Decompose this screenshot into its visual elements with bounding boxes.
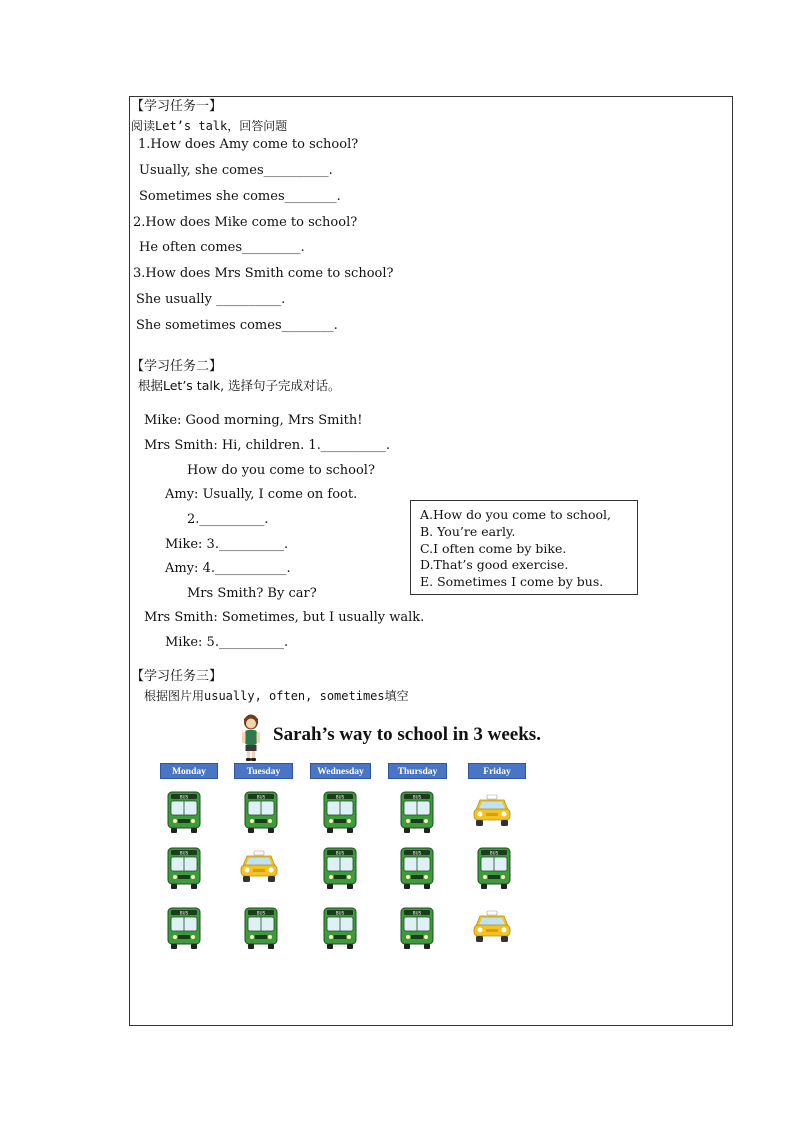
dialogue-line-2: Mrs Smith: Hi, children. 1.__________.: [144, 438, 390, 453]
option-e: E. Sometimes I come by bus.: [420, 574, 604, 590]
svg-text:BUS: BUS: [412, 794, 422, 800]
dialogue-line-7: Amy: 4.___________.: [165, 561, 291, 576]
svg-text:BUS: BUS: [335, 794, 345, 800]
bus-icon: [399, 906, 435, 954]
task3-heading: 【学习任务三】: [131, 669, 223, 684]
taxi-icon: [472, 910, 512, 948]
bus-icon: [166, 790, 202, 838]
option-d: D.That’s good exercise.: [420, 557, 569, 573]
svg-text:BUS: BUS: [179, 910, 189, 916]
dialogue-line-3: How do you come to school?: [187, 463, 375, 478]
option-a: A.How do you come to school,: [420, 507, 611, 522]
svg-text:BUS: BUS: [335, 850, 345, 856]
task1-answer-3b: She sometimes comes________.: [136, 318, 338, 333]
bus-icon: [322, 906, 358, 954]
bus-icon: [399, 846, 435, 894]
girl-icon: [238, 714, 264, 762]
bus-icon: [243, 790, 279, 838]
task1-answer-2: He often comes_________.: [139, 240, 305, 255]
bus-icon: [243, 906, 279, 954]
task3-instruction: 根据图片用usually, often, sometimes填空: [144, 689, 409, 703]
svg-text:BUS: BUS: [179, 794, 189, 800]
task1-question-3: 3.How does Mrs Smith come to school?: [133, 266, 394, 281]
svg-text:BUS: BUS: [489, 850, 499, 856]
bus-icon: [322, 790, 358, 838]
day-header-wednesday: Wednesday: [310, 763, 371, 779]
svg-text:BUS: BUS: [412, 850, 422, 856]
task3-title: Sarah’s way to school in 3 weeks.: [273, 724, 541, 745]
bus-icon: [166, 906, 202, 954]
dialogue-line-10: Mike: 5.__________.: [165, 635, 289, 650]
task1-question-1: 1.How does Amy come to school?: [138, 137, 359, 152]
task1-instruction: 阅读Let’s talk，回答问题: [131, 119, 288, 133]
day-header-monday: Monday: [160, 763, 218, 779]
bus-icon: [166, 846, 202, 894]
dialogue-line-6: Mike: 3.__________.: [165, 537, 289, 552]
task1-question-2: 2.How does Mike come to school?: [133, 215, 358, 230]
day-header-tuesday: Tuesday: [234, 763, 293, 779]
day-header-friday: Friday: [468, 763, 526, 779]
option-c: C.I often come by bike.: [420, 540, 567, 556]
task1-answer-1b: Sometimes she comes________.: [139, 189, 341, 204]
dialogue-line-1: Mike: Good morning, Mrs Smith!: [144, 413, 363, 428]
options-box: [410, 500, 638, 595]
task1-heading: 【学习任务一】: [131, 99, 223, 114]
taxi-icon: [472, 794, 512, 832]
option-b: B. You’re early.: [420, 523, 516, 539]
svg-text:BUS: BUS: [412, 910, 422, 916]
svg-text:BUS: BUS: [179, 850, 189, 856]
taxi-icon: [239, 850, 279, 888]
dialogue-line-9: Mrs Smith: Sometimes, but I usually walk.: [144, 610, 425, 625]
task2-heading: 【学习任务二】: [131, 359, 223, 374]
bus-icon: [322, 846, 358, 894]
bus-icon: [399, 790, 435, 838]
dialogue-line-4: Amy: Usually, I come on foot.: [165, 487, 358, 502]
dialogue-line-8: Mrs Smith? By car?: [187, 586, 317, 601]
bus-icon: [476, 846, 512, 894]
svg-text:BUS: BUS: [256, 794, 266, 800]
task1-answer-3a: She usually __________.: [136, 292, 286, 307]
svg-text:BUS: BUS: [256, 910, 266, 916]
task1-answer-1a: Usually, she comes__________.: [139, 163, 333, 178]
svg-text:BUS: BUS: [335, 910, 345, 916]
day-header-thursday: Thursday: [388, 763, 447, 779]
dialogue-line-5: 2.__________.: [187, 512, 269, 527]
task2-instruction: 根据Let’s talk, 选择句子完成对话。: [138, 378, 341, 393]
